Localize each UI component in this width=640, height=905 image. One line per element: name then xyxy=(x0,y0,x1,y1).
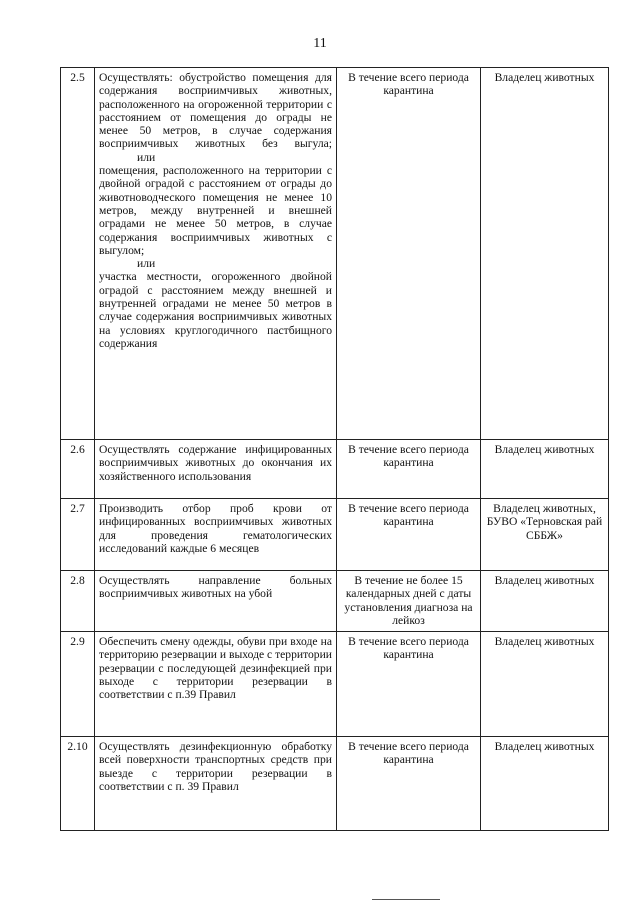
page-number: 11 xyxy=(313,36,327,51)
row-number: 2.6 xyxy=(61,440,95,499)
row-number: 2.5 xyxy=(61,68,95,440)
action-text xyxy=(95,440,337,499)
action-paragraph: Осуществлять дезинфекционную обработку всей поверхности транспортных средств при выезде с территории резервации в соответствии с п. 39 Правил xyxy=(99,740,332,793)
action-paragraph: участка местности, огороженного двойной оградой с расстоянием между внешней и внутренней оградами не менее 50 метров в случае содержания восприимчивых животных на условиях круглогодичного пастбищного содержания xyxy=(99,270,332,350)
table-row xyxy=(61,632,609,737)
measures-table xyxy=(60,67,609,831)
action-paragraph: Обеспечить смену одежды, обуви при входе на территорию резервации и выходе с территории резервации с последующей дезинфекцией при выходе с территории резервации в соответствии с п.39 Правил xyxy=(99,635,332,702)
action-paragraph: Осуществлять содержание инфицированных восприимчивых животных до окончания их хозяйственного использования xyxy=(99,443,332,483)
term-cell: В течение всего периода карантина xyxy=(337,737,481,831)
term-cell: В течение не более 15 календарных дней с даты установления диагноза на лейкоз xyxy=(337,571,481,632)
action-text xyxy=(95,68,337,440)
table-row xyxy=(61,571,609,632)
action-text xyxy=(95,737,337,831)
row-number: 2.8 xyxy=(61,571,95,632)
action-text xyxy=(95,571,337,632)
table-row xyxy=(61,68,609,440)
row-number: 2.9 xyxy=(61,632,95,737)
or-separator: или xyxy=(137,150,156,164)
action-text xyxy=(95,632,337,737)
term-cell: В течение всего периода карантина xyxy=(337,632,481,737)
responsible-cell: Владелец животных xyxy=(481,737,609,831)
table-row xyxy=(61,499,609,571)
table-row xyxy=(61,737,609,831)
row-number: 2.10 xyxy=(61,737,95,831)
row-number: 2.7 xyxy=(61,499,95,571)
responsible-cell: Владелец животных xyxy=(481,68,609,440)
responsible-cell: Владелец животных, БУВО «Терновская рай СББЖ» xyxy=(481,499,609,571)
action-text xyxy=(95,499,337,571)
term-cell: В течение всего периода карантина xyxy=(337,499,481,571)
responsible-cell: Владелец животных xyxy=(481,440,609,499)
action-paragraph: Производить отбор проб крови от инфицированных восприимчивых животных для проведения гематологических исследований каждые 6 месяцев xyxy=(99,502,332,555)
action-paragraph: Осуществлять направление больных восприимчивых животных на убой xyxy=(99,574,332,601)
footer-line xyxy=(372,899,440,900)
term-cell: В течение всего периода карантина xyxy=(337,68,481,440)
action-paragraph: помещения, расположенного на территории с двойной оградой с расстоянием от ограды до животноводческого помещения не менее 10 метров, между внутренней и внешней оградами не менее 50 метров, в случае содержания восприимчивых животных с выгулом; xyxy=(99,164,332,257)
table-row xyxy=(61,440,609,499)
or-separator: или xyxy=(137,257,156,271)
responsible-cell: Владелец животных xyxy=(481,571,609,632)
action-paragraph: Осуществлять: обустройство помещения для содержания восприимчивых животных, расположенного на огороженной территории с расстоянием от помещения до ограды не менее 50 метров, в случае содержания восприимчивых животных без выгула; xyxy=(99,71,332,151)
responsible-cell: Владелец животных xyxy=(481,632,609,737)
term-cell: В течение всего периода карантина xyxy=(337,440,481,499)
